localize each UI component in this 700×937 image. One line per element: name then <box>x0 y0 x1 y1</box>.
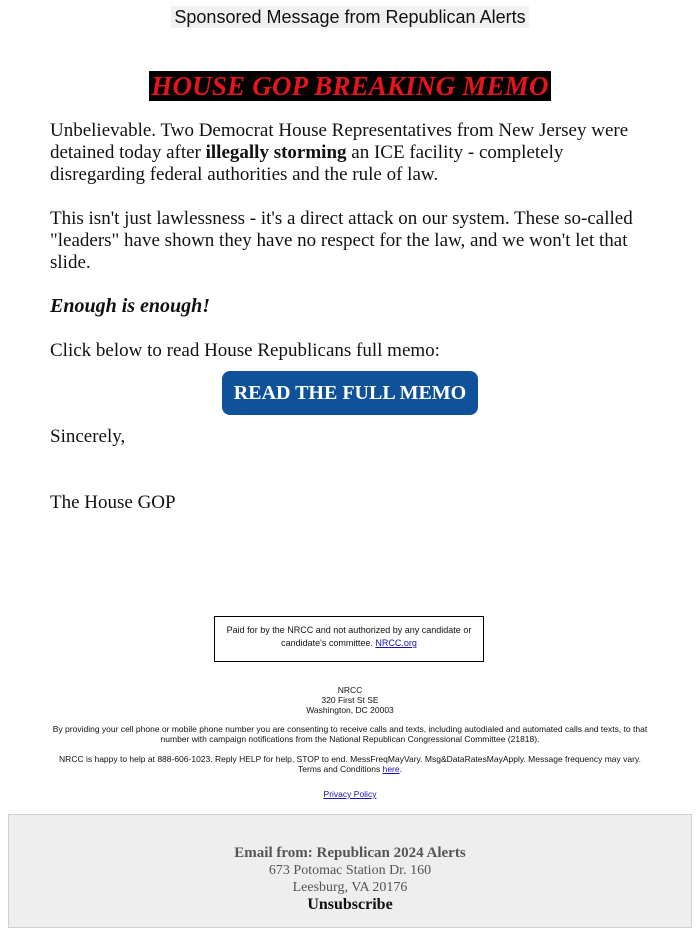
consent-text: By providing your cell phone or mobile phone number you are consenting to receive calls and texts, including autodialed and automated calls and texts, to that number with campaign notifications from the National Republican Congressional Committee (21818). <box>52 724 648 744</box>
help-text <box>50 754 650 774</box>
sponsor-text: Sponsored Message from Republican Alerts <box>171 6 528 28</box>
paid-for-disclaimer <box>214 616 484 662</box>
address-org: NRCC <box>337 685 363 695</box>
paragraph-intro <box>50 120 658 186</box>
help-body: NRCC is happy to help at 888-606-1023. Reply HELP for help, STOP to end. MessFreqMayVary. Msg&DataRatesMayApply. Message frequency may vary. Terms and Conditions <box>59 754 641 774</box>
paragraph-enough: Enough is enough! <box>50 295 211 317</box>
paragraph-click-below: Click below to read House Republicans full memo: <box>50 340 440 361</box>
footer-street: 673 Potomac Station Dr. 160 <box>268 863 432 878</box>
read-full-memo-button[interactable]: READ THE FULL MEMO <box>222 371 478 415</box>
privacy-policy-link[interactable]: Privacy Policy <box>323 789 377 799</box>
footer-city: Leesburg, VA 20176 <box>292 880 408 895</box>
sponsor-banner <box>0 7 700 28</box>
cta-container <box>0 371 700 415</box>
unsubscribe-link[interactable]: Unsubscribe <box>307 896 393 913</box>
address-street: 320 First St SE <box>321 695 379 705</box>
email-footer <box>8 814 692 928</box>
intro-text-b: an ICE facility - completely disregarding federal authorities and the rule of law. <box>50 142 564 185</box>
signature: The House GOP <box>50 492 176 513</box>
help-end: . <box>399 764 402 774</box>
headline: HOUSE GOP BREAKING MEMO <box>151 71 549 101</box>
intro-text-a: Unbelievable. Two Democrat House Representatives from New Jersey were detained today after <box>50 120 629 163</box>
nrcc-link[interactable]: NRCC.org <box>375 638 417 648</box>
address-city: Washington, DC 20003 <box>306 705 394 715</box>
footer-from: Email from: Republican 2024 Alerts <box>234 845 466 861</box>
intro-bold-text: illegally storming <box>205 142 347 163</box>
signoff: Sincerely, <box>50 426 126 447</box>
nrcc-address <box>50 685 650 715</box>
disclaimer-text: Paid for by the NRCC and not authorized by any candidate or candidate's committee. <box>226 625 472 648</box>
terms-link[interactable]: here <box>382 764 400 774</box>
headline-container <box>0 71 700 101</box>
privacy-container <box>50 789 650 799</box>
paragraph-lawlessness: This isn't just lawlessness - it's a direct attack on our system. These so-called "leaders" have shown they have no respect for the law, and we won't let that slide. <box>50 208 633 273</box>
